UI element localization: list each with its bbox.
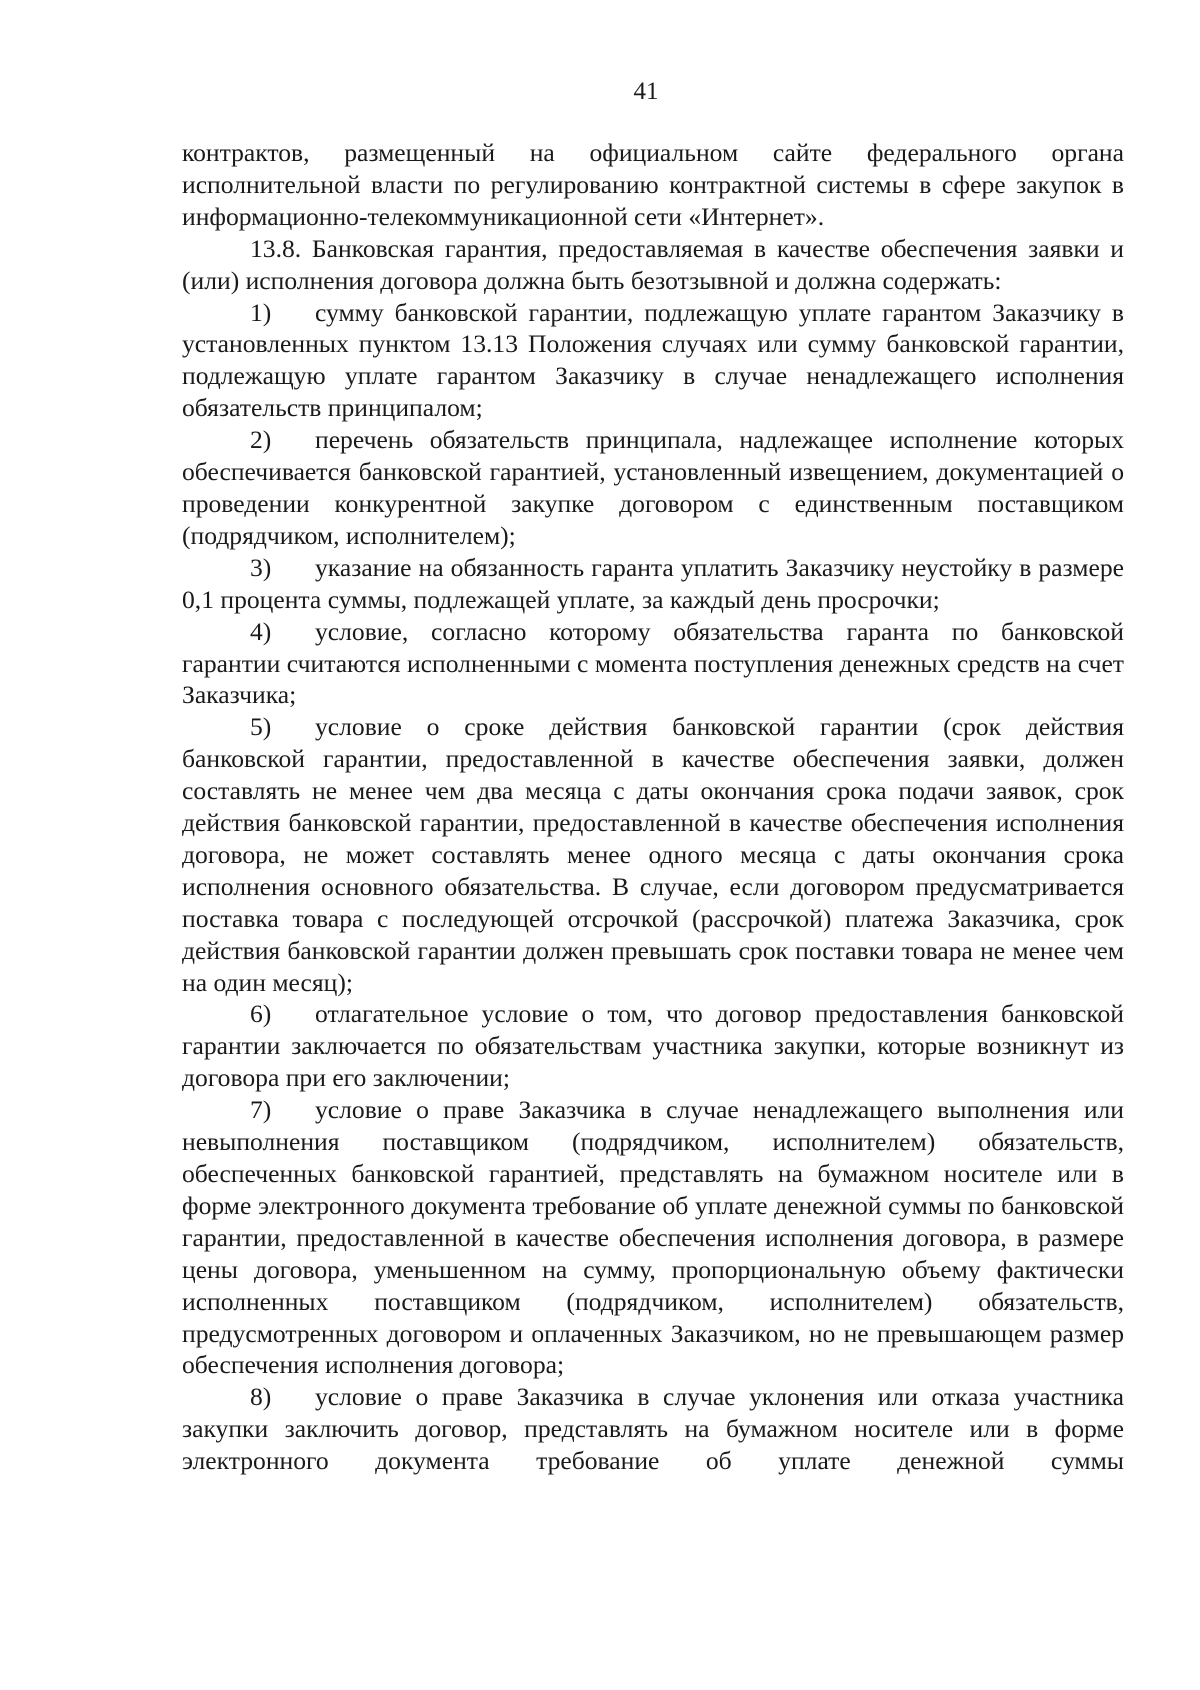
list-item-6 — [182, 998, 1124, 1094]
clause-13-8-paragraph: 13.8. Банковская гарантия, предоставляемая в качестве обеспечения заявки и (или) исполнения договора должна быть безотзывной и должна содержать: — [182, 233, 1124, 295]
list-item-text: условие, согласно которому обязательства гаранта по банковской гарантии считаются исполненными с момента поступления денежных средств на счет Заказчика; — [182, 616, 1124, 710]
list-item-8 — [182, 1381, 1124, 1477]
list-item-number: 8) — [250, 1382, 272, 1412]
document-body — [182, 137, 1124, 1477]
list-item-text: условие о праве Заказчика в случае уклонения или отказа участника закупки заключить договор, представлять на бумажном носителе или в форме электронного документа требование об уплате денежной суммы — [182, 1382, 1124, 1476]
list-item-2 — [182, 424, 1124, 552]
list-item-number: 3) — [250, 552, 272, 582]
list-item-1 — [182, 297, 1124, 425]
list-item-number: 4) — [250, 616, 272, 646]
list-item-text: отлагательное условие о том, что договор предоставления банковской гарантии заключается по обязательствам участника закупки, которые возникнут из договора при его заключении; — [182, 999, 1124, 1093]
list-item-5 — [182, 711, 1124, 998]
list-item-text: условие о праве Заказчика в случае ненадлежащего выполнения или невыполнения поставщиком (подрядчиком, исполнителем) обязательств, обеспеченных банковской гарантией, представлять на бумажном носителе или в форме электронного документа требование об уплате денежной суммы по банковской гарантии, предоставленной в качестве обеспечения исполнения договора, в размере цены договора, уменьшенном на сумму, пропорциональную объему фактически исполненных поставщиком (подрядчиком, исполнителем) обязательств, предусмотренных договором и оплаченных Заказчиком, но не превышающем размер обеспечения исполнения договора; — [182, 1095, 1124, 1380]
list-item-number: 7) — [250, 1095, 272, 1125]
list-item-3 — [182, 552, 1124, 616]
list-item-4 — [182, 616, 1124, 712]
list-item-number: 1) — [250, 297, 272, 327]
list-item-text: условие о сроке действия банковской гарантии (срок действия банковской гарантии, предоставленной в качестве обеспечения заявки, должен составлять не менее чем два месяца с даты окончания срока подачи заявок, срок действия банковской гарантии, предоставленной в качестве обеспечения исполнения договора, не может составлять менее одного месяца с даты окончания срока исполнения основного обязательства. В случае, если договором предусматривается поставка товара с последующей отсрочкой (рассрочкой) платежа Заказчика, срок действия банковской гарантии должен превышать срок поставки товара не менее чем на один месяц); — [182, 712, 1124, 997]
list-item-number: 2) — [250, 425, 272, 455]
list-item-7 — [182, 1094, 1124, 1381]
list-item-text: сумму банковской гарантии, подлежащую уплате гарантом Заказчику в установленных пунктом 13.13 Положения случаях или сумму банковской гарантии, подлежащую уплате гарантом Заказчику в случае ненадлежащего исполнения обязательств принципалом; — [182, 297, 1124, 423]
list-item-number: 5) — [250, 712, 272, 742]
page-number: 41 — [633, 78, 659, 105]
intro-continuation-paragraph: контрактов, размещенный на официальном сайте федерального органа исполнительной власти по регулированию контрактной системы в сфере закупок в информационно-телекоммуникационной сети «Интернет». — [182, 138, 1124, 231]
list-item-text: перечень обязательств принципала, надлежащее исполнение которых обеспечивается банковской гарантией, установленный извещением, документацией о проведении конкурентной закупке договором с единственным поставщиком (подрядчиком, исполнителем); — [182, 425, 1124, 550]
list-item-text: указание на обязанность гаранта уплатить Заказчику неустойку в размере 0,1 процента суммы, подлежащей уплате, за каждый день просрочки; — [182, 552, 1124, 614]
list-item-number: 6) — [250, 999, 272, 1029]
